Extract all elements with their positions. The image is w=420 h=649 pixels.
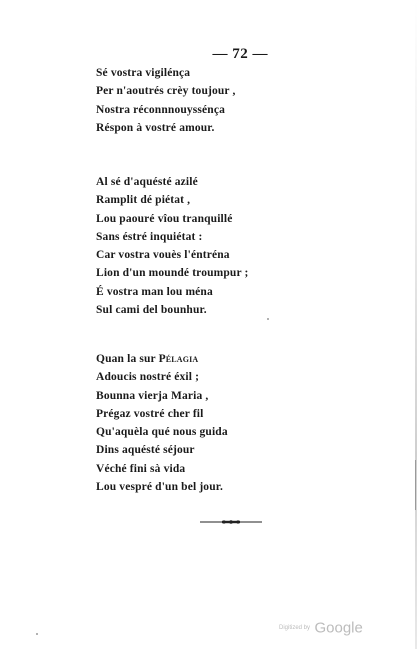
- google-logo: Google: [314, 619, 363, 637]
- stanza-2: [96, 173, 249, 319]
- verse-line: Lou paouré vîou tranquillé: [96, 212, 233, 225]
- page-number: — 72 —: [212, 46, 268, 62]
- watermark-prefix: Digitized by: [279, 624, 311, 631]
- verse-line-prefix: Quan la sur: [96, 353, 159, 365]
- paper-speck: [36, 633, 38, 635]
- stanza-3: [96, 350, 228, 496]
- verse-line: Véché fini sà vida: [96, 462, 186, 475]
- person-name: Pélagia: [158, 353, 199, 365]
- verse-line: Al sé d'aquésté azilé: [96, 176, 198, 188]
- end-ornament: [200, 519, 262, 525]
- verse-line: Sé vostra vigilénça: [96, 67, 191, 79]
- page-edge-mark: [415, 460, 416, 510]
- verse-line: Car vostra vouès l'éntréna: [96, 249, 230, 262]
- digitized-watermark: [279, 619, 363, 637]
- verse-line: [96, 350, 228, 368]
- verse-line: Nostra réconnnouyssénça: [96, 103, 225, 116]
- verse-line: Lion d'un moundé troumpur ;: [96, 267, 249, 280]
- paper-speck: [267, 318, 269, 320]
- verse-line: Lou vespré d'un bel jour.: [96, 481, 223, 494]
- verse-line: Bounna vierja Maria ,: [96, 389, 209, 402]
- verse-line: Ramplit dé piétat ,: [96, 194, 191, 207]
- stanza-1: [96, 64, 236, 137]
- verse-line: Per n'aoutrés crèy toujour ,: [96, 85, 236, 98]
- page-edge-shadow: [415, 0, 417, 649]
- verse-line: É vostra man lou ména: [96, 285, 213, 298]
- verse-line: Sans éstré inquiétat :: [96, 230, 203, 243]
- verse-line: Adoucis nostré éxil ;: [96, 371, 200, 384]
- verse-line: Sul cami del bounhur.: [96, 304, 207, 317]
- verse-line: Prégaz vostré cher fil: [96, 407, 204, 420]
- verse-line: Dins aquésté séjour: [96, 444, 195, 457]
- verse-line: Réspon à vostré amour.: [96, 121, 215, 134]
- verse-line: Qu'aquèla qué nous guida: [96, 426, 228, 439]
